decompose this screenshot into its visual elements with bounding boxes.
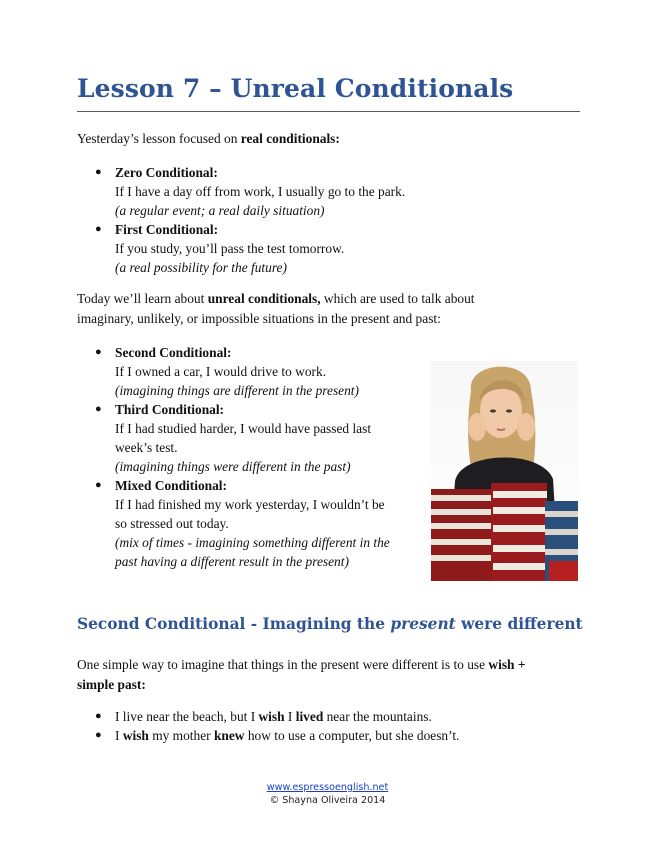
conditional-name: Second Conditional: [115, 345, 232, 360]
intro-text: Yesterday’s lesson focused on [77, 131, 241, 146]
footer-copyright: © Shayna Oliveira 2014 [269, 795, 386, 806]
conditional-note: (imagining things are different in the present) [115, 383, 359, 398]
wish-text: One simple way to imagine that things in the present were different is to use [77, 657, 489, 672]
example-bold: knew [213, 728, 245, 743]
wish-example-item [95, 707, 459, 726]
today-text-line2: imaginary, unlikely, or impossible situations in the present and past: [77, 311, 441, 326]
example-text: my mother [148, 728, 214, 743]
conditional-name: Mixed Conditional: [115, 478, 227, 493]
conditional-note: (imagining things were different in the past) [115, 459, 351, 474]
conditional-example: If I had finished my work yesterday, I wouldn’t be [115, 497, 385, 512]
wish-paragraph [77, 655, 525, 695]
wish-example-item [95, 726, 459, 745]
conditional-example: If you study, you’ll pass the test tomorrow. [115, 241, 345, 256]
conditional-example: week’s test. [115, 440, 178, 455]
today-text-suffix: which are used to talk about [320, 291, 475, 306]
today-paragraph [77, 289, 475, 329]
wish-bold-text: wish + [488, 657, 526, 672]
page-title: Lesson 7 – Unreal Conditionals [77, 74, 514, 103]
bullet-icon: ● [95, 346, 102, 358]
conditional-example: If I had studied harder, I would have passed last [115, 421, 372, 436]
conditional-example: If I have a day off from work, I usually go to the park. [115, 184, 406, 199]
conditional-example: so stressed out today. [115, 516, 229, 531]
conditional-name: First Conditional: [115, 222, 219, 237]
example-text: I [115, 728, 123, 743]
example-bold: wish [258, 709, 285, 724]
conditional-note: (a real possibility for the future) [115, 260, 287, 275]
bullet-icon: ● [95, 166, 102, 178]
heading-emphasis: present [390, 615, 456, 633]
heading-text-suffix: were different [455, 615, 583, 633]
conditional-note: (a regular event; a real daily situation) [115, 203, 325, 218]
example-text: I [284, 709, 296, 724]
list-item-mixed-conditional [95, 476, 415, 571]
today-text: Today we’ll learn about [77, 291, 208, 306]
list-item-first-conditional [95, 220, 405, 277]
conditional-note: (mix of times - imagining something different in the [115, 535, 390, 550]
title-underline-rule [77, 111, 580, 112]
bullet-icon: ● [95, 479, 102, 491]
wish-examples-list [95, 707, 459, 745]
heading-text: Second Conditional - Imagining the [77, 615, 391, 633]
example-text: near the mountains. [323, 709, 432, 724]
example-text: I live near the beach, but I [115, 709, 259, 724]
list-item-second-conditional [95, 343, 415, 400]
unreal-conditionals-list [95, 343, 415, 571]
example-bold: wish [122, 728, 149, 743]
bullet-icon: ● [95, 403, 102, 415]
intro-paragraph [77, 129, 340, 149]
today-bold-text: unreal conditionals, [207, 291, 321, 306]
conditional-name: Third Conditional: [115, 402, 225, 417]
list-item-third-conditional [95, 400, 415, 476]
intro-bold-text: real conditionals: [240, 131, 340, 146]
photo-illustration [431, 361, 578, 581]
footer-website-link[interactable]: www.espressoenglish.net [266, 782, 389, 793]
stressed-woman-with-binders-photo [431, 361, 578, 581]
bullet-icon: ● [95, 710, 102, 722]
bullet-icon: ● [95, 223, 102, 235]
conditional-note: past having a different result in the present) [115, 554, 349, 569]
bullet-icon: ● [95, 729, 102, 741]
wish-bold-text-line2: simple past: [77, 677, 146, 692]
example-bold: lived [295, 709, 324, 724]
conditional-example: If I owned a car, I would drive to work. [115, 364, 327, 379]
section-heading-second-conditional [77, 615, 583, 633]
example-text: how to use a computer, but she doesn’t. [244, 728, 460, 743]
conditional-name: Zero Conditional: [115, 165, 218, 180]
real-conditionals-list [95, 163, 405, 277]
list-item-zero-conditional [95, 163, 405, 220]
